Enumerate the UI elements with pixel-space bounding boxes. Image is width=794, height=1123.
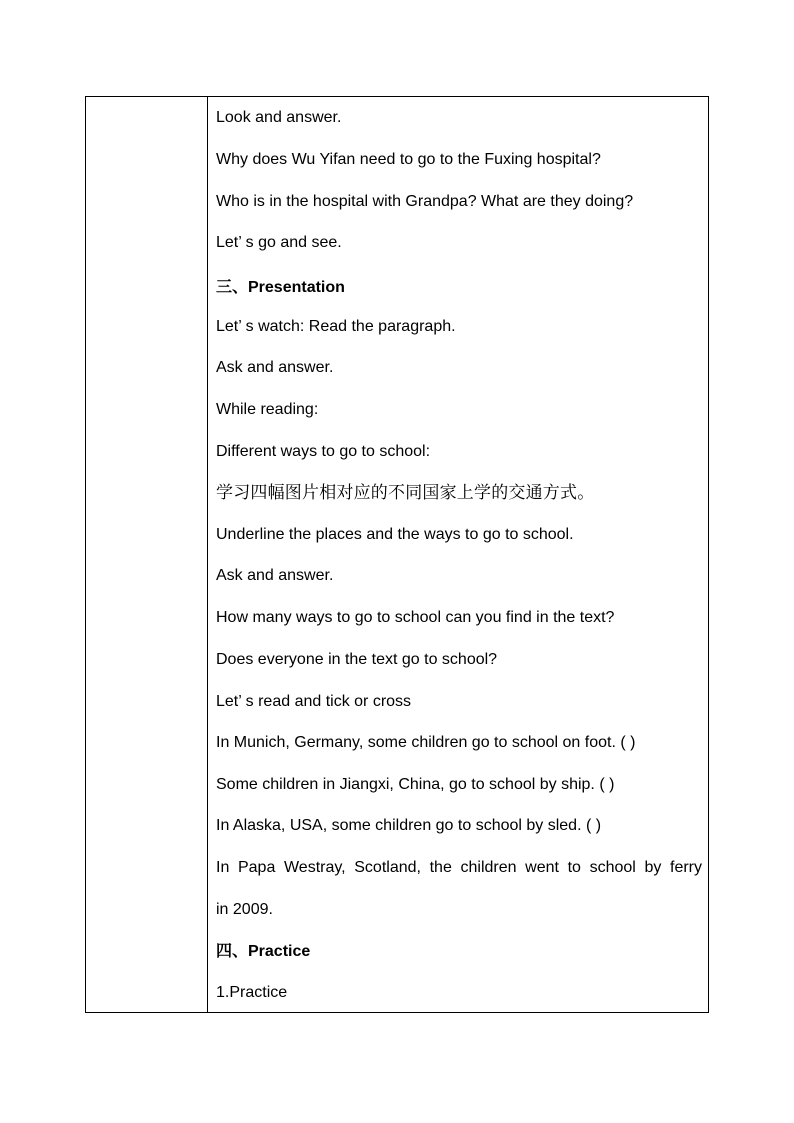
text-line: Let’ s watch: Read the paragraph. — [216, 318, 456, 335]
text-line: While reading: — [216, 401, 319, 418]
text-line: In Munich, Germany, some children go to school on foot. ( ) — [216, 734, 636, 751]
text-line: Ask and answer. — [216, 567, 334, 584]
lesson-table — [85, 96, 709, 1013]
text-line: Let’ s read and tick or cross — [216, 693, 412, 710]
left-column-cell — [86, 97, 208, 1012]
text-line: Who is in the hospital with Grandpa? What are they doing? — [216, 193, 634, 210]
text-line: In Papa Westray, Scotland, the children went to school by ferry — [216, 859, 702, 876]
text-line: 1.Practice — [216, 984, 288, 1001]
text-line: Different ways to go to school: — [216, 443, 431, 460]
right-column-cell — [208, 97, 708, 1012]
text-line: Ask and answer. — [216, 359, 334, 376]
text-line: In Alaska, USA, some children go to school by sled. ( ) — [216, 817, 602, 834]
chinese-text-line: 学习四幅图片相对应的不同国家上学的交通方式。 — [216, 483, 595, 502]
text-line: Look and answer. — [216, 109, 342, 126]
section-heading: 四、Practice — [216, 943, 311, 960]
section-heading: 三、Presentation — [216, 279, 345, 296]
text-line: How many ways to go to school can you find in the text? — [216, 609, 615, 626]
text-line: Does everyone in the text go to school? — [216, 651, 498, 668]
text-line: Let’ s go and see. — [216, 234, 342, 251]
text-line: Underline the places and the ways to go to school. — [216, 526, 574, 543]
text-line: Some children in Jiangxi, China, go to school by ship. ( ) — [216, 776, 615, 793]
text-line: in 2009. — [216, 901, 273, 918]
text-line: Why does Wu Yifan need to go to the Fuxing hospital? — [216, 151, 601, 168]
